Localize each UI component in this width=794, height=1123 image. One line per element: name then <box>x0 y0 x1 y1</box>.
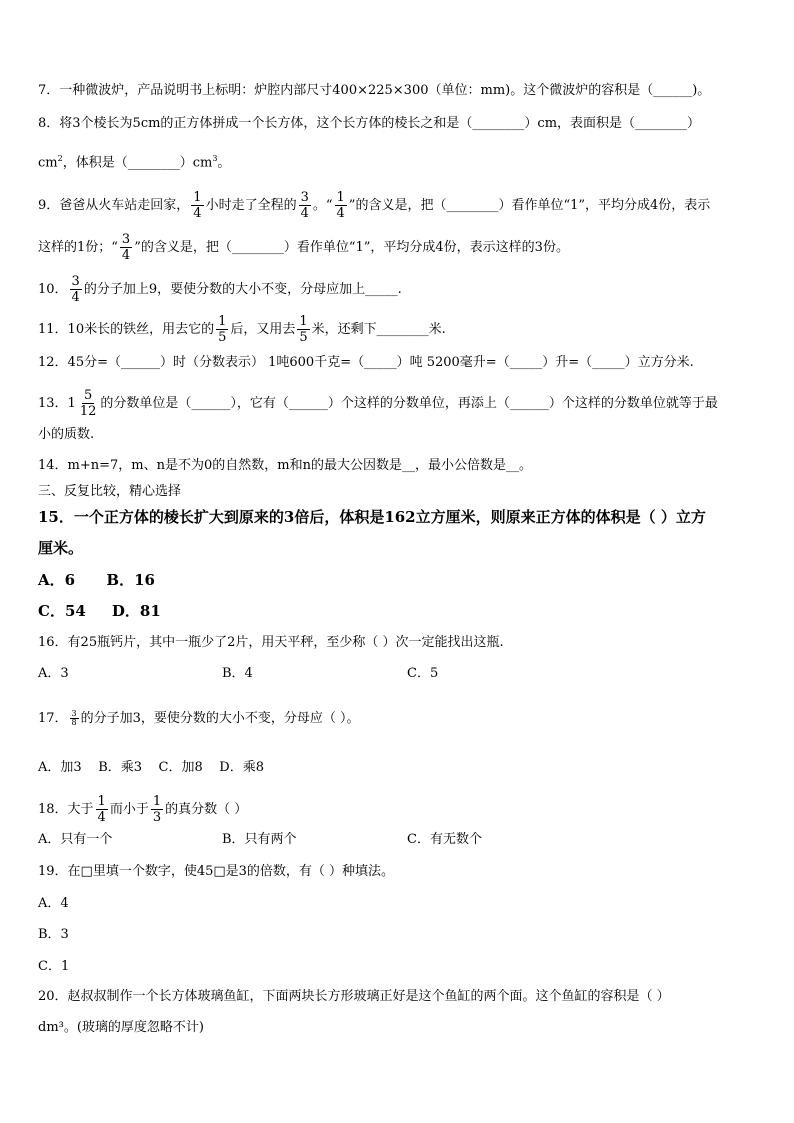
fraction: $\frac{3}{4}$ <box>71 274 80 305</box>
question-10: 10． $\frac{3}{4}$ 的分子加上9，要使分数的大小不变，分母应加上_____. <box>38 274 402 305</box>
question-9-line-2: 这样的1份；“ $\frac{3}{4}$ ”的含义是，把（________）看作单位“1”，平均分成4份，表示这样的3份。 <box>38 232 569 263</box>
question-15-line-2: 厘米。 <box>38 539 84 557</box>
question-18-option-a: A．只有一个 <box>38 832 113 847</box>
fraction: $\frac{1}{3}$ <box>152 794 162 825</box>
question-15-line-1: 15．一个正方体的棱长扩大到原来的3倍后，体积是162立方厘米，则原来正方体的体积是（ ）立方 <box>38 508 706 526</box>
question-7: 7．一种微波炉，产品说明书上标明：炉腔内部尺寸400×225×300（单位：mm)。这个微波炉的容积是（______)。 <box>38 83 711 98</box>
fraction: $\frac{3}{4}$ <box>121 232 131 263</box>
question-19: 19．在□里填一个数字，使45□是3的倍数，有（ ）种填法。 <box>38 864 395 879</box>
question-16-option-a: A．3 <box>38 666 69 681</box>
question-17-options: A．加3 B．乘3 C．加8 D．乘8 <box>38 760 264 775</box>
question-18-option-c: C．有无数个 <box>407 832 482 847</box>
fraction: $\frac{1}{5}$ <box>299 314 308 345</box>
question-18: 18．大于 $\frac{1}{4}$ 而小于 $\frac{1}{3}$ 的真分数（ ） <box>38 794 248 825</box>
question-13-line-2: 小的质数. <box>38 427 95 442</box>
question-9-line-1: 9．爸爸从火车站走回家， $\frac{1}{4}$ 小时走了全程的 $\frac{3}{4}$ 。“ $\frac{1}{4}$ ”的含义是，把（________）看作单位“1”，平均分成4份，表示 <box>38 190 711 221</box>
question-13-line-1: 13． 1 $\frac{5}{12}$ 的分数单位是（______），它有（______）个这样的分数单位，再添上（______）个这样的分数单位就等于最 <box>38 388 718 419</box>
fraction: $\frac{1}{4}$ <box>336 190 345 221</box>
question-16: 16．有25瓶钙片，其中一瓶少了2片，用天平秤，至少称（ ）次一定能找出这瓶. <box>38 635 504 650</box>
question-11: 11．10米长的铁丝，用去它的 $\frac{1}{5}$ 后，又用去 $\frac{1}{5}$ 米，还剩下________米. <box>38 314 446 345</box>
fraction: $\frac{1}{5}$ <box>218 314 227 345</box>
fraction: $\frac{1}{4}$ <box>97 794 106 825</box>
question-16-option-b: B．4 <box>222 666 253 681</box>
question-19-option-b: B．3 <box>38 927 69 942</box>
question-12: 12．45分=（______）时（分数表示） 1吨600千克=（_____）吨 5200毫升=（_____）升=（_____）立方分米. <box>38 355 694 370</box>
question-14: 14．m+n=7，m、n是不为0的自然数，m和n的最大公因数是__，最小公倍数是__。 <box>38 458 532 473</box>
question-18-option-b: B．只有两个 <box>222 832 297 847</box>
question-15-options-2: C．54 D．81 <box>38 602 161 620</box>
fraction: $\frac{1}{4}$ <box>193 190 202 221</box>
question-15-options-1: A．6 B．16 <box>38 571 155 589</box>
question-8-line-2: $cm^2$，体积是$(\_\_\_\_\_\_\_\_)cm^3$。 <box>38 154 231 171</box>
question-20-line-1: 20．赵叔叔制作一个长方体玻璃鱼缸，下面两块长方形玻璃正好是这个鱼缸的两个面。这个鱼缸的容积是（ ） <box>38 989 670 1004</box>
fraction: $\frac{3}{8}$ <box>71 709 77 727</box>
question-17: 17． $\frac{3}{8}$ 的分子加3，要使分数的大小不变，分母应（ ）。 <box>38 709 360 727</box>
question-8-line-1: 8．将3个棱长为5cm的正方体拼成一个长方体，这个长方体的棱长之和是（________）cm，表面积是（________） <box>38 116 701 131</box>
section-heading: 三、反复比较，精心选择 <box>38 484 182 499</box>
fraction: $\frac{3}{4}$ <box>300 190 309 221</box>
mixed-number: 1 $\frac{5}{12}$ <box>67 388 97 419</box>
question-19-option-c: C．1 <box>38 959 70 974</box>
question-20-line-2: dm³。(玻璃的厚度忽略不计) <box>38 1020 205 1035</box>
question-19-option-a: A．4 <box>38 896 69 911</box>
question-16-option-c: C．5 <box>407 666 439 681</box>
